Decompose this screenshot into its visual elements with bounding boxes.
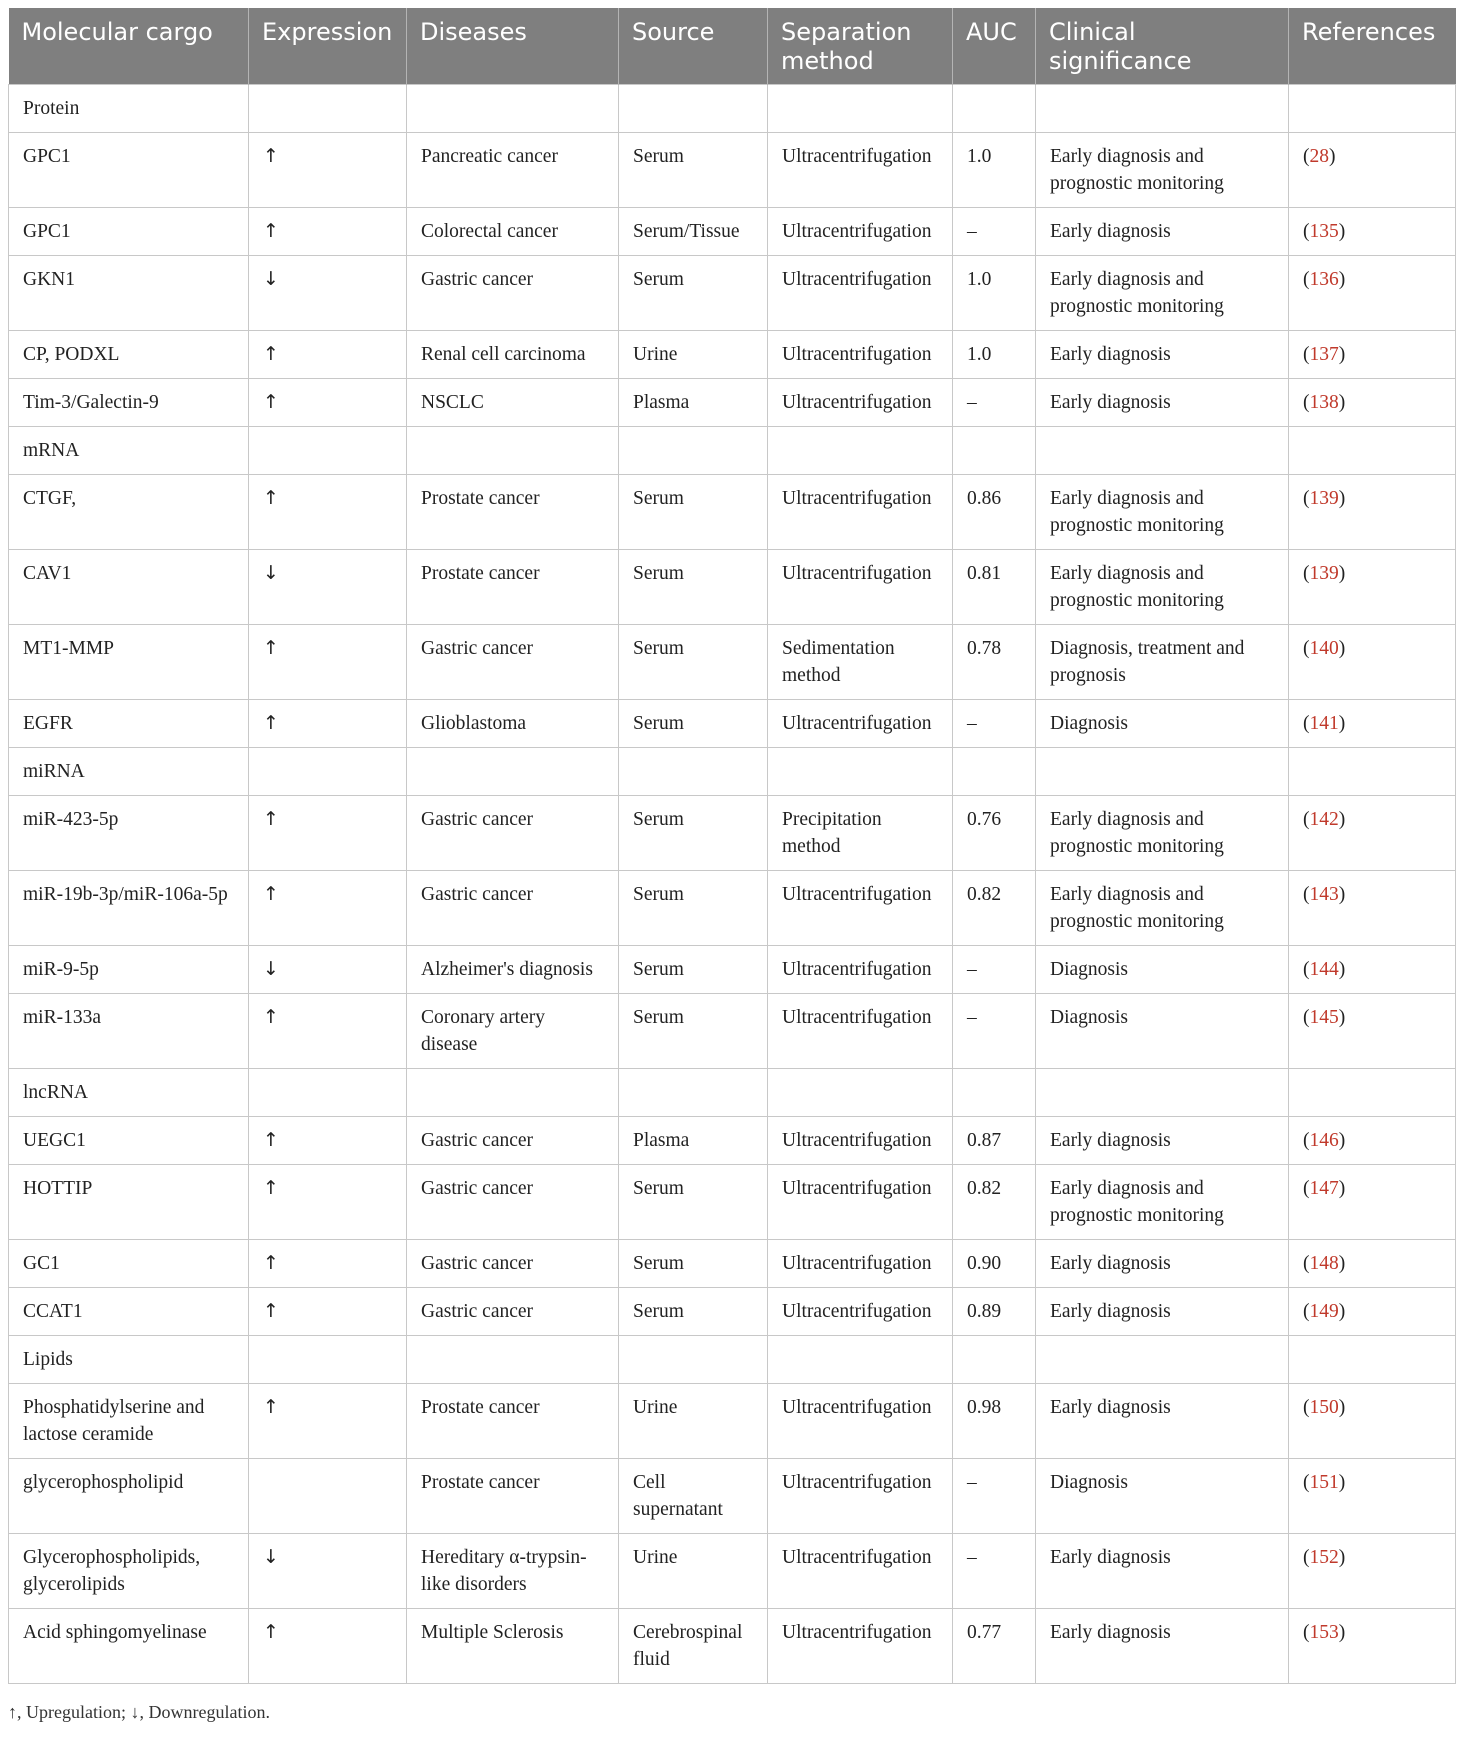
method-cell: Ultracentrifugation: [768, 208, 953, 256]
section-label: Lipids: [9, 1336, 249, 1384]
disease-cell: Renal cell carcinoma: [407, 331, 619, 379]
significance-cell: Diagnosis, treatment and prognosis: [1036, 625, 1289, 700]
section-row: [9, 1069, 1456, 1117]
reference-cell: (150): [1289, 1384, 1456, 1459]
reference-link[interactable]: 138: [1309, 392, 1339, 413]
header-expression: Expression: [249, 8, 407, 85]
auc-cell: 0.98: [953, 1384, 1036, 1459]
significance-cell: Early diagnosis: [1036, 1609, 1289, 1684]
table-row: [9, 133, 1456, 208]
table-row: [9, 550, 1456, 625]
empty-cell: [249, 85, 407, 133]
expression-cell: ↑: [249, 1609, 407, 1684]
method-cell: Ultracentrifugation: [768, 1459, 953, 1534]
disease-cell: Pancreatic cancer: [407, 133, 619, 208]
empty-cell: [1036, 85, 1289, 133]
empty-cell: [953, 748, 1036, 796]
table-row: [9, 475, 1456, 550]
table-row: [9, 1165, 1456, 1240]
disease-cell: Prostate cancer: [407, 475, 619, 550]
auc-cell: 1.0: [953, 331, 1036, 379]
auc-cell: 0.82: [953, 871, 1036, 946]
cargo-cell: Glycerophospholipids, glycerolipids: [9, 1534, 249, 1609]
method-cell: Ultracentrifugation: [768, 871, 953, 946]
significance-cell: Early diagnosis: [1036, 379, 1289, 427]
table-row: [9, 1534, 1456, 1609]
reference-cell: (148): [1289, 1240, 1456, 1288]
significance-cell: Diagnosis: [1036, 946, 1289, 994]
empty-cell: [407, 85, 619, 133]
method-cell: Ultracentrifugation: [768, 1240, 953, 1288]
significance-cell: Early diagnosis: [1036, 331, 1289, 379]
reference-cell: (135): [1289, 208, 1456, 256]
expression-cell: ↑: [249, 1288, 407, 1336]
cargo-cell: CP, PODXL: [9, 331, 249, 379]
empty-cell: [768, 748, 953, 796]
source-cell: Urine: [619, 331, 768, 379]
source-cell: Serum: [619, 1288, 768, 1336]
section-label: lncRNA: [9, 1069, 249, 1117]
empty-cell: [768, 85, 953, 133]
empty-cell: [768, 427, 953, 475]
reference-link[interactable]: 145: [1309, 1007, 1339, 1028]
table-row: [9, 796, 1456, 871]
disease-cell: Prostate cancer: [407, 1459, 619, 1534]
method-cell: Ultracentrifugation: [768, 1165, 953, 1240]
empty-cell: [619, 427, 768, 475]
auc-cell: 1.0: [953, 133, 1036, 208]
auc-cell: 0.81: [953, 550, 1036, 625]
significance-cell: Early diagnosis: [1036, 1288, 1289, 1336]
disease-cell: Gastric cancer: [407, 1240, 619, 1288]
reference-cell: (142): [1289, 796, 1456, 871]
disease-cell: Gastric cancer: [407, 1117, 619, 1165]
empty-cell: [1036, 1336, 1289, 1384]
method-cell: Ultracentrifugation: [768, 700, 953, 748]
expression-cell: ↓: [249, 550, 407, 625]
expression-cell: ↑: [249, 1165, 407, 1240]
source-cell: Serum: [619, 1165, 768, 1240]
auc-cell: –: [953, 1459, 1036, 1534]
header-diseases: Diseases: [407, 8, 619, 85]
reference-cell: (140): [1289, 625, 1456, 700]
reference-link[interactable]: 142: [1309, 809, 1339, 830]
source-cell: Serum: [619, 700, 768, 748]
reference-link[interactable]: 28: [1309, 146, 1329, 167]
cargo-cell: CCAT1: [9, 1288, 249, 1336]
empty-cell: [249, 1336, 407, 1384]
cargo-cell: GC1: [9, 1240, 249, 1288]
table-row: [9, 994, 1456, 1069]
expression-cell: ↑: [249, 133, 407, 208]
source-cell: Serum: [619, 994, 768, 1069]
expression-cell: ↑: [249, 871, 407, 946]
empty-cell: [1289, 85, 1456, 133]
reference-link[interactable]: 136: [1309, 269, 1339, 290]
reference-cell: (144): [1289, 946, 1456, 994]
significance-cell: Diagnosis: [1036, 1459, 1289, 1534]
source-cell: Plasma: [619, 379, 768, 427]
expression-cell: ↑: [249, 331, 407, 379]
significance-cell: Early diagnosis and prognostic monitoring: [1036, 133, 1289, 208]
reference-link[interactable]: 150: [1309, 1397, 1339, 1418]
auc-cell: –: [953, 379, 1036, 427]
source-cell: Serum: [619, 796, 768, 871]
auc-cell: 0.77: [953, 1609, 1036, 1684]
empty-cell: [407, 1336, 619, 1384]
reference-link[interactable]: 137: [1309, 344, 1339, 365]
method-cell: Ultracentrifugation: [768, 1384, 953, 1459]
empty-cell: [1289, 427, 1456, 475]
significance-cell: Early diagnosis: [1036, 1117, 1289, 1165]
expression-cell: ↑: [249, 796, 407, 871]
disease-cell: Multiple Sclerosis: [407, 1609, 619, 1684]
empty-cell: [619, 85, 768, 133]
significance-cell: Diagnosis: [1036, 994, 1289, 1069]
auc-cell: –: [953, 994, 1036, 1069]
reference-link[interactable]: 144: [1309, 959, 1339, 980]
empty-cell: [1289, 1336, 1456, 1384]
header-row: [9, 8, 1456, 85]
empty-cell: [407, 748, 619, 796]
table-row: [9, 331, 1456, 379]
disease-cell: NSCLC: [407, 379, 619, 427]
cargo-cell: CTGF,: [9, 475, 249, 550]
source-cell: Serum: [619, 133, 768, 208]
cargo-cell: Phosphatidylserine and lactose ceramide: [9, 1384, 249, 1459]
source-cell: Serum: [619, 1240, 768, 1288]
auc-cell: 0.89: [953, 1288, 1036, 1336]
empty-cell: [407, 1069, 619, 1117]
cargo-cell: miR-19b-3p/miR-106a-5p: [9, 871, 249, 946]
table-row: [9, 871, 1456, 946]
method-cell: Sedimentation method: [768, 625, 953, 700]
cargo-cell: miR-9-5p: [9, 946, 249, 994]
header-auc: AUC: [953, 8, 1036, 85]
expression-cell: ↑: [249, 1117, 407, 1165]
empty-cell: [768, 1336, 953, 1384]
reference-cell: (139): [1289, 475, 1456, 550]
cargo-cell: MT1-MMP: [9, 625, 249, 700]
cargo-cell: Tim-3/Galectin-9: [9, 379, 249, 427]
expression-cell: ↑: [249, 625, 407, 700]
header-molecular-cargo: Molecular cargo: [9, 8, 249, 85]
cargo-cell: glycerophospholipid: [9, 1459, 249, 1534]
disease-cell: Hereditary α-trypsin-like disorders: [407, 1534, 619, 1609]
source-cell: Cell supernatant: [619, 1459, 768, 1534]
reference-link[interactable]: 139: [1309, 488, 1339, 509]
section-label: mRNA: [9, 427, 249, 475]
reference-cell: (153): [1289, 1609, 1456, 1684]
reference-cell: (139): [1289, 550, 1456, 625]
cargo-cell: CAV1: [9, 550, 249, 625]
expression-cell: [249, 1459, 407, 1534]
auc-cell: 0.87: [953, 1117, 1036, 1165]
disease-cell: Gastric cancer: [407, 796, 619, 871]
header-separation-method: Separation method: [768, 8, 953, 85]
auc-cell: 0.82: [953, 1165, 1036, 1240]
empty-cell: [1289, 748, 1456, 796]
reference-cell: (141): [1289, 700, 1456, 748]
table-row: [9, 379, 1456, 427]
significance-cell: Early diagnosis: [1036, 1240, 1289, 1288]
expression-cell: ↑: [249, 1384, 407, 1459]
empty-cell: [953, 1069, 1036, 1117]
empty-cell: [249, 427, 407, 475]
reference-cell: (136): [1289, 256, 1456, 331]
reference-cell: (28): [1289, 133, 1456, 208]
empty-cell: [619, 1069, 768, 1117]
significance-cell: Early diagnosis and prognostic monitoring: [1036, 1165, 1289, 1240]
disease-cell: Gastric cancer: [407, 1165, 619, 1240]
method-cell: Ultracentrifugation: [768, 475, 953, 550]
expression-cell: ↑: [249, 379, 407, 427]
empty-cell: [953, 1336, 1036, 1384]
expression-cell: ↑: [249, 208, 407, 256]
disease-cell: Gastric cancer: [407, 871, 619, 946]
table-row: [9, 1609, 1456, 1684]
method-cell: Ultracentrifugation: [768, 550, 953, 625]
table-row: [9, 1240, 1456, 1288]
method-cell: Ultracentrifugation: [768, 1534, 953, 1609]
source-cell: Urine: [619, 1534, 768, 1609]
cargo-cell: GPC1: [9, 133, 249, 208]
significance-cell: Early diagnosis and prognostic monitoring: [1036, 550, 1289, 625]
empty-cell: [1289, 1069, 1456, 1117]
expression-cell: ↑: [249, 700, 407, 748]
table-row: [9, 1288, 1456, 1336]
expression-cell: ↑: [249, 475, 407, 550]
empty-cell: [953, 85, 1036, 133]
reference-link[interactable]: 139: [1309, 563, 1339, 584]
source-cell: Serum: [619, 625, 768, 700]
reference-link[interactable]: 151: [1309, 1472, 1339, 1493]
cargo-cell: GKN1: [9, 256, 249, 331]
header-source: Source: [619, 8, 768, 85]
method-cell: Ultracentrifugation: [768, 1117, 953, 1165]
disease-cell: Prostate cancer: [407, 1384, 619, 1459]
significance-cell: Early diagnosis and prognostic monitoring: [1036, 256, 1289, 331]
method-cell: Ultracentrifugation: [768, 379, 953, 427]
reference-link[interactable]: 135: [1309, 221, 1339, 242]
reference-link[interactable]: 141: [1309, 713, 1339, 734]
table-row: [9, 256, 1456, 331]
source-cell: Serum: [619, 946, 768, 994]
method-cell: Ultracentrifugation: [768, 1288, 953, 1336]
table-row: [9, 625, 1456, 700]
auc-cell: –: [953, 208, 1036, 256]
section-row: [9, 85, 1456, 133]
method-cell: Ultracentrifugation: [768, 946, 953, 994]
section-row: [9, 427, 1456, 475]
expression-cell: ↑: [249, 1240, 407, 1288]
cargo-cell: UEGC1: [9, 1117, 249, 1165]
empty-cell: [407, 427, 619, 475]
reference-cell: (146): [1289, 1117, 1456, 1165]
expression-cell: ↓: [249, 1534, 407, 1609]
reference-link[interactable]: 140: [1309, 638, 1339, 659]
reference-cell: (149): [1289, 1288, 1456, 1336]
significance-cell: Early diagnosis and prognostic monitoring: [1036, 475, 1289, 550]
table-row: [9, 946, 1456, 994]
auc-cell: –: [953, 700, 1036, 748]
empty-cell: [249, 1069, 407, 1117]
table-footnote: ↑, Upregulation; ↓, Downregulation.: [8, 1702, 270, 1722]
significance-cell: Early diagnosis and prognostic monitoring: [1036, 796, 1289, 871]
cargo-cell: Acid sphingomyelinase: [9, 1609, 249, 1684]
reference-link[interactable]: 149: [1309, 1301, 1339, 1322]
cargo-cell: miR-133a: [9, 994, 249, 1069]
source-cell: Plasma: [619, 1117, 768, 1165]
cargo-cell: EGFR: [9, 700, 249, 748]
auc-cell: –: [953, 946, 1036, 994]
cargo-cell: HOTTIP: [9, 1165, 249, 1240]
reference-cell: (143): [1289, 871, 1456, 946]
source-cell: Urine: [619, 1384, 768, 1459]
disease-cell: Gastric cancer: [407, 625, 619, 700]
source-cell: Serum/Tissue: [619, 208, 768, 256]
reference-cell: (152): [1289, 1534, 1456, 1609]
auc-cell: –: [953, 1534, 1036, 1609]
method-cell: Ultracentrifugation: [768, 331, 953, 379]
empty-cell: [1036, 427, 1289, 475]
source-cell: Serum: [619, 871, 768, 946]
reference-link[interactable]: 153: [1309, 1622, 1339, 1643]
auc-cell: 1.0: [953, 256, 1036, 331]
empty-cell: [619, 1336, 768, 1384]
reference-cell: (137): [1289, 331, 1456, 379]
reference-link[interactable]: 152: [1309, 1547, 1339, 1568]
empty-cell: [768, 1069, 953, 1117]
expression-cell: ↓: [249, 946, 407, 994]
disease-cell: Gastric cancer: [407, 256, 619, 331]
reference-cell: (151): [1289, 1459, 1456, 1534]
reference-link[interactable]: 147: [1309, 1178, 1339, 1199]
table-body: [9, 85, 1456, 1684]
method-cell: Ultracentrifugation: [768, 256, 953, 331]
reference-link[interactable]: 146: [1309, 1130, 1339, 1151]
table-row: [9, 1117, 1456, 1165]
table-row: [9, 208, 1456, 256]
table-row: [9, 700, 1456, 748]
auc-cell: 0.78: [953, 625, 1036, 700]
disease-cell: Gastric cancer: [407, 1288, 619, 1336]
section-row: [9, 1336, 1456, 1384]
auc-cell: 0.86: [953, 475, 1036, 550]
header-references: References: [1289, 8, 1456, 85]
header-clinical-significance: Clinical significance: [1036, 8, 1289, 85]
significance-cell: Early diagnosis: [1036, 1384, 1289, 1459]
method-cell: Ultracentrifugation: [768, 133, 953, 208]
significance-cell: Early diagnosis: [1036, 1534, 1289, 1609]
source-cell: Serum: [619, 475, 768, 550]
section-row: [9, 748, 1456, 796]
disease-cell: Prostate cancer: [407, 550, 619, 625]
section-label: Protein: [9, 85, 249, 133]
source-cell: Serum: [619, 550, 768, 625]
empty-cell: [619, 748, 768, 796]
reference-cell: (145): [1289, 994, 1456, 1069]
method-cell: Ultracentrifugation: [768, 994, 953, 1069]
auc-cell: 0.90: [953, 1240, 1036, 1288]
empty-cell: [1036, 748, 1289, 796]
reference-link[interactable]: 143: [1309, 884, 1339, 905]
reference-cell: (147): [1289, 1165, 1456, 1240]
source-cell: Serum: [619, 256, 768, 331]
table-row: [9, 1459, 1456, 1534]
data-table: [8, 8, 1456, 1684]
table-container: [8, 8, 1455, 1684]
empty-cell: [1036, 1069, 1289, 1117]
empty-cell: [953, 427, 1036, 475]
method-cell: Ultracentrifugation: [768, 1609, 953, 1684]
expression-cell: ↑: [249, 994, 407, 1069]
disease-cell: Coronary artery disease: [407, 994, 619, 1069]
source-cell: Cerebrospinal fluid: [619, 1609, 768, 1684]
significance-cell: Early diagnosis and prognostic monitoring: [1036, 871, 1289, 946]
expression-cell: ↓: [249, 256, 407, 331]
reference-cell: (138): [1289, 379, 1456, 427]
cargo-cell: GPC1: [9, 208, 249, 256]
method-cell: Precipitation method: [768, 796, 953, 871]
empty-cell: [249, 748, 407, 796]
cargo-cell: miR-423-5p: [9, 796, 249, 871]
disease-cell: Glioblastoma: [407, 700, 619, 748]
reference-link[interactable]: 148: [1309, 1253, 1339, 1274]
significance-cell: Early diagnosis: [1036, 208, 1289, 256]
significance-cell: Diagnosis: [1036, 700, 1289, 748]
section-label: miRNA: [9, 748, 249, 796]
disease-cell: Alzheimer's diagnosis: [407, 946, 619, 994]
auc-cell: 0.76: [953, 796, 1036, 871]
disease-cell: Colorectal cancer: [407, 208, 619, 256]
table-row: [9, 1384, 1456, 1459]
